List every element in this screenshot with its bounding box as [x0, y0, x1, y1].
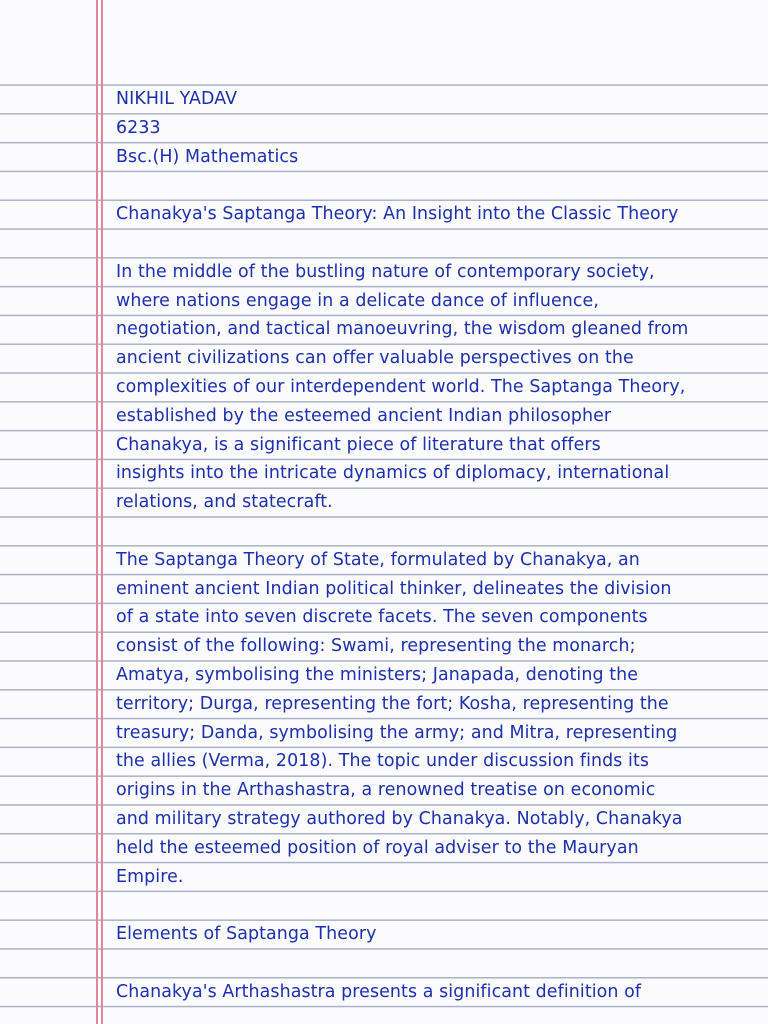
- paragraph-line: complexities of our interdependent world. The Saptanga Theory,: [116, 376, 686, 397]
- paper-top-margin: [0, 0, 768, 82]
- margin-line-left: [96, 0, 98, 1024]
- blank-line: [116, 891, 756, 920]
- roll-number: 6233: [116, 117, 161, 138]
- paragraph-line: ancient civilizations can offer valuable perspectives on the: [116, 348, 634, 369]
- margin-line-right: [101, 0, 103, 1024]
- paragraph-line: eminent ancient Indian political thinker, delineates the division: [116, 578, 672, 599]
- paragraph-line: negotiation, and tactical manoeuvring, the wisdom gleaned from: [116, 319, 689, 340]
- handwritten-content: [116, 85, 756, 1007]
- paragraph-line: held the esteemed position of royal adviser to the Mauryan: [116, 837, 639, 858]
- paragraph-line: The Saptanga Theory of State, formulated by Chanakya, an: [116, 549, 640, 570]
- paragraph-line: consist of the following: Swami, representing the monarch;: [116, 636, 636, 657]
- paragraph-line: Amatya, symbolising the ministers; Janapada, denoting the: [116, 664, 639, 685]
- section-heading: Elements of Saptanga Theory: [116, 924, 377, 945]
- paragraph-line: origins in the Arthashastra, a renowned treatise on economic: [116, 780, 656, 801]
- course-name: Bsc.(H) Mathematics: [116, 146, 299, 167]
- paragraph-line: treasury; Danda, symbolising the army; and Mitra, representing: [116, 722, 678, 743]
- paragraph-line: relations, and statecraft.: [116, 492, 333, 513]
- paragraph-line: Chanakya, is a significant piece of literature that offers: [116, 434, 601, 455]
- essay-title: Chanakya's Saptanga Theory: An Insight into the Classic Theory: [116, 204, 679, 225]
- paragraph-line: of a state into seven discrete facets. The seven components: [116, 607, 648, 628]
- blank-line: [116, 171, 756, 200]
- paragraph-line: established by the esteemed ancient Indian philosopher: [116, 405, 612, 426]
- paragraph-line: the allies (Verma, 2018). The topic under discussion finds its: [116, 751, 650, 772]
- paragraph-line: Chanakya's Arthashastra presents a significant definition of: [116, 981, 642, 1002]
- paragraph-line: and military strategy authored by Chanakya. Notably, Chanakya: [116, 808, 683, 829]
- paragraph-line: insights into the intricate dynamics of diplomacy, international: [116, 463, 670, 484]
- paragraph-line: territory; Durga, representing the fort; Kosha, representing the: [116, 693, 669, 714]
- paragraph-saptanga: [116, 546, 756, 892]
- blank-line: [116, 949, 756, 978]
- blank-line: [116, 229, 756, 258]
- paragraph-line: In the middle of the bustling nature of contemporary society,: [116, 261, 655, 282]
- blank-line: [116, 517, 756, 546]
- paragraph-intro: [116, 258, 756, 517]
- paragraph-line: Empire.: [116, 866, 184, 887]
- paragraph-line: where nations engage in a delicate dance of influence,: [116, 290, 599, 311]
- student-name: NIKHIL YADAV: [116, 89, 238, 109]
